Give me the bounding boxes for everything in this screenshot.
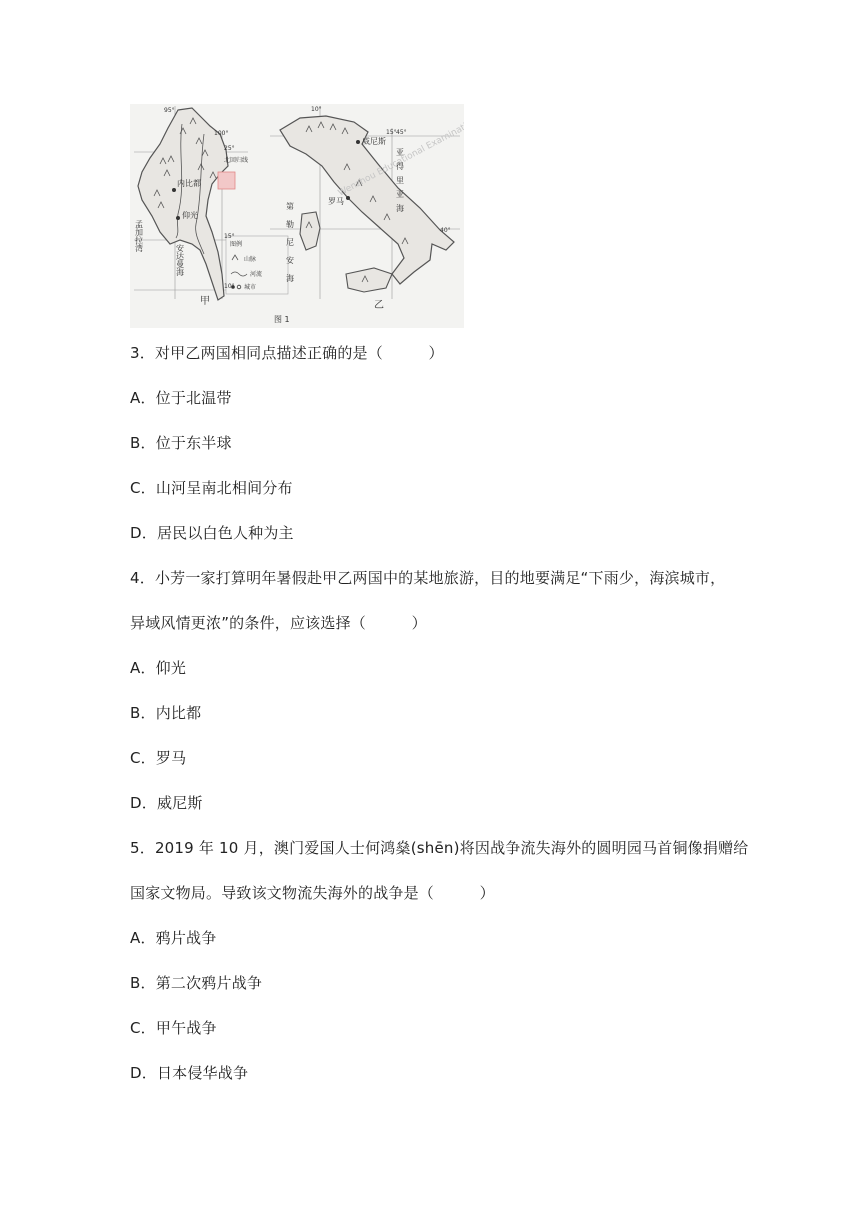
lon-label-10: 10°	[311, 106, 322, 113]
label-jia: 甲	[200, 296, 210, 307]
lat-label-40: 40°	[440, 227, 451, 234]
question-5-option-b: B．第二次鸦片战争	[130, 974, 263, 992]
city-yangon: 仰光	[182, 211, 198, 220]
question-3-option-b: B．位于东半球	[130, 434, 232, 452]
question-4-option-a: A．仰光	[130, 659, 187, 677]
figure-caption: 图 1	[274, 315, 290, 324]
lon-label-15: 15°	[386, 129, 397, 136]
sea-bengal: 孟加拉湾	[134, 220, 144, 252]
city-rome: 罗马	[328, 197, 344, 206]
city-venice: 威尼斯	[362, 137, 386, 146]
city-naypyidaw: 内比都	[177, 179, 201, 188]
legend-city: 城市	[244, 284, 257, 291]
lon-label-100: 100°	[214, 130, 229, 137]
legend-mountain: 山脉	[244, 256, 257, 263]
sea-adriatic: 亚得里亚海	[395, 148, 405, 218]
question-3-option-d: D．居民以白色人种为主	[130, 524, 294, 542]
map-image	[130, 104, 464, 328]
question-4-option-d: D．威尼斯	[130, 794, 203, 812]
label-yi: 乙	[374, 300, 384, 311]
question-3-stem: 3．对甲乙两国相同点描述正确的是（ ）	[130, 344, 444, 362]
legend-river: 河流	[250, 271, 263, 278]
question-5-stem-line-1: 5．2019 年 10 月，澳门爱国人士何鸿燊(shēn)将因战争流失海外的圆明园马首铜像捐赠给	[130, 839, 749, 857]
question-3-option-c: C．山河呈南北相间分布	[130, 479, 293, 497]
lat-label-10: 10°	[224, 283, 235, 290]
map-figure	[130, 104, 464, 328]
lat-label-25: 25°	[224, 145, 235, 152]
question-5-option-d: D．日本侵华战争	[130, 1064, 249, 1082]
lat-label-15: 15°	[224, 233, 235, 240]
question-4-option-c: C．罗马	[130, 749, 187, 767]
question-4-stem-line-2: 异域风情更浓”的条件，应该选择（ ）	[130, 614, 427, 632]
legend-title: 图例	[230, 241, 243, 248]
question-3-option-a: A．位于北温带	[130, 389, 232, 407]
sea-tyrrhenian: 第勒尼安海	[285, 202, 295, 292]
question-4-option-b: B．内比都	[130, 704, 202, 722]
tropic-label: 北回归线	[224, 157, 249, 164]
question-5-stem-line-2: 国家文物局。导致该文物流失海外的战争是（ ）	[130, 884, 495, 902]
lat-label-45: 45°	[396, 129, 407, 136]
sea-andaman: 安达曼海	[175, 244, 185, 276]
question-4-stem-line-1: 4．小芳一家打算明年暑假赴甲乙两国中的某地旅游，目的地要满足“下雨少，海滨城市，	[130, 569, 726, 587]
question-5-option-c: C．甲午战争	[130, 1019, 217, 1037]
question-5-option-a: A．鸦片战争	[130, 929, 217, 947]
lon-label-95: 95°	[164, 107, 175, 114]
